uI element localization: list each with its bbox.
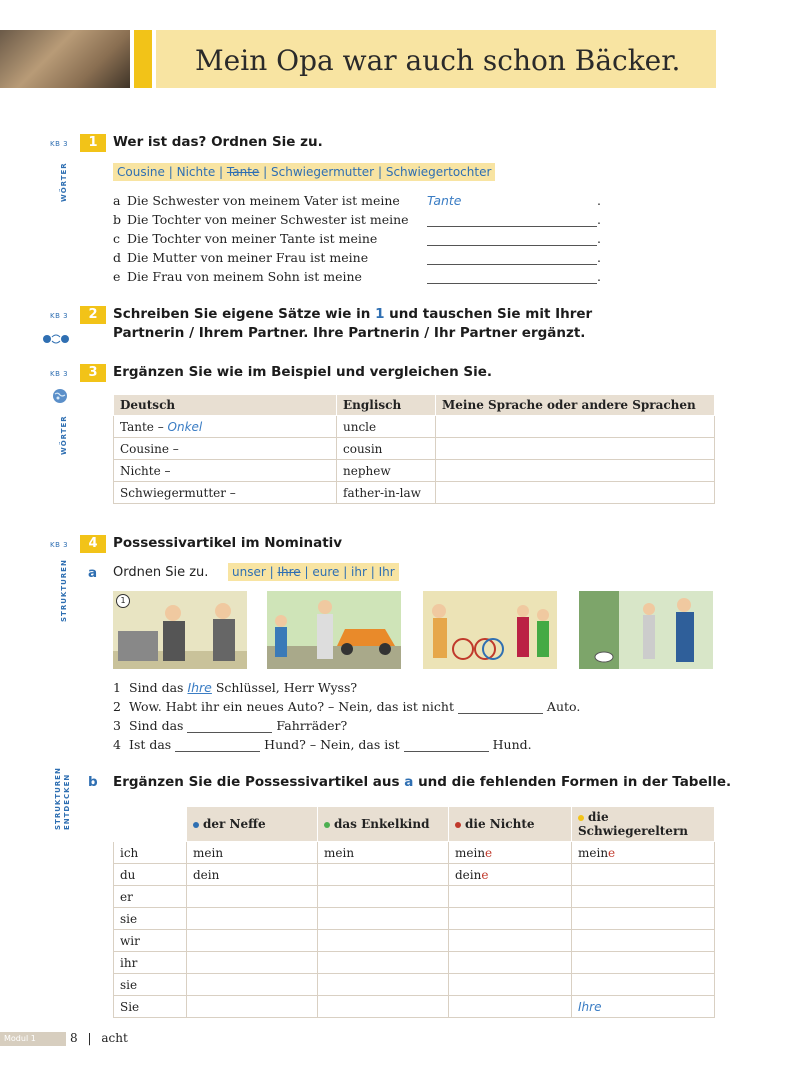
answer-blank[interactable] xyxy=(175,737,260,752)
separator: | xyxy=(87,1031,92,1045)
side-label: ENTDECKEN xyxy=(63,773,71,830)
word-box: unser | Ihre | eure | ihr | Ihr xyxy=(228,563,399,581)
table-header-row xyxy=(114,807,715,842)
table-cell-empty[interactable] xyxy=(436,460,715,482)
word: Schwiegermutter xyxy=(271,165,375,179)
subtask-letter: a xyxy=(88,565,98,581)
item-letter: c xyxy=(113,231,121,246)
word: Schwiegertochter xyxy=(385,165,492,179)
page-number-word: acht xyxy=(101,1031,128,1045)
table-row xyxy=(114,864,715,886)
item-text: Auto. xyxy=(542,699,581,714)
table-cell xyxy=(572,842,715,864)
cell-stem: dein xyxy=(455,867,482,882)
word: eure xyxy=(312,565,340,579)
table-cell: father-in-law xyxy=(337,482,436,504)
item-text: Die Tochter von meiner Schwester ist meine xyxy=(127,212,409,227)
pronoun-cell: du xyxy=(114,864,187,886)
subtask-instruction xyxy=(113,774,731,790)
module-tab: Modul 1 xyxy=(0,1032,66,1046)
side-label: WÖRTER xyxy=(60,415,68,455)
separator: | xyxy=(263,165,268,179)
item-text: Fahrräder? xyxy=(272,718,348,733)
pronoun-cell: ihr xyxy=(114,952,187,974)
item-number: 4 xyxy=(113,737,121,752)
word-box xyxy=(113,163,495,181)
table-cell-empty[interactable] xyxy=(572,886,715,908)
punctuation: . xyxy=(597,193,601,208)
table-cell-empty[interactable] xyxy=(318,952,449,974)
exercise-ref: a xyxy=(404,774,414,790)
item-number: 2 xyxy=(113,699,121,714)
punctuation: . xyxy=(597,231,601,246)
pronoun-cell: er xyxy=(114,886,187,908)
answer-blank[interactable] xyxy=(427,212,597,227)
handwritten-answer: Ihre xyxy=(578,999,602,1014)
table-row xyxy=(114,952,715,974)
table-cell: Nichte – xyxy=(114,460,337,482)
list-item xyxy=(113,269,601,284)
table-cell-empty[interactable] xyxy=(187,886,318,908)
separator: | xyxy=(168,165,173,179)
exercise-title xyxy=(113,306,592,322)
side-label: STRUKTUREN xyxy=(60,559,68,622)
header-label: die Nichte xyxy=(465,817,535,831)
item-text: Ist das xyxy=(129,737,176,752)
table-cell xyxy=(449,842,572,864)
table-cell-empty[interactable] xyxy=(572,908,715,930)
word: Ihr xyxy=(378,565,395,579)
word: ihr xyxy=(351,565,367,579)
table-cell-empty[interactable] xyxy=(449,952,572,974)
list-item xyxy=(113,680,357,695)
instruction-part: Ergänzen Sie die Possessivartikel aus xyxy=(113,774,405,790)
cell-ending: e xyxy=(608,845,616,860)
item-text: Schlüssel, Herr Wyss? xyxy=(211,680,358,695)
pronoun-cell: sie xyxy=(114,974,187,996)
table-row xyxy=(114,460,715,482)
word-struck: Ihre xyxy=(277,565,301,579)
illustration-keys xyxy=(113,591,247,669)
header-label: der Neffe xyxy=(203,817,266,831)
table-cell-empty[interactable] xyxy=(436,482,715,504)
header-label: das Enkelkind xyxy=(334,817,430,831)
item-text: Die Frau von meinem Sohn ist meine xyxy=(127,269,362,284)
exercise-title-line2: Partnerin / Ihrem Partner. Ihre Partnerin / Ihr Partner ergänzt. xyxy=(113,325,586,341)
item-text: Die Tochter von meiner Tante ist meine xyxy=(127,231,378,246)
table-cell xyxy=(572,996,715,1018)
table-cell-empty[interactable] xyxy=(318,886,449,908)
list-item xyxy=(113,718,347,733)
table-cell: Cousine – xyxy=(114,438,337,460)
side-label: WÖRTER xyxy=(60,162,68,202)
table-row xyxy=(114,842,715,864)
item-text: Hund. xyxy=(488,737,532,752)
table-cell-empty[interactable] xyxy=(449,996,572,1018)
item-text: Die Schwester von meinem Vater ist meine xyxy=(127,193,400,208)
masculine-dot xyxy=(193,822,199,828)
answer-blank[interactable] xyxy=(427,269,597,284)
table-cell: Schwiegermutter – xyxy=(114,482,337,504)
answer-blank[interactable] xyxy=(427,250,597,265)
neuter-dot xyxy=(324,822,330,828)
word: Cousine xyxy=(117,165,165,179)
illustration-bicycles xyxy=(423,591,557,669)
table-cell: nephew xyxy=(337,460,436,482)
pronoun-cell: wir xyxy=(114,930,187,952)
column-header: Deutsch xyxy=(114,395,337,416)
item-letter: e xyxy=(113,269,121,284)
word: Nichte xyxy=(176,165,216,179)
table-row xyxy=(114,974,715,996)
table-row xyxy=(114,482,715,504)
answer-blank[interactable] xyxy=(458,699,543,714)
item-text: Die Mutter von meiner Frau ist meine xyxy=(127,250,369,265)
item-text: Hund? – Nein, das ist xyxy=(260,737,404,752)
table-cell-empty[interactable] xyxy=(436,416,715,438)
table-cell-empty[interactable] xyxy=(187,952,318,974)
corner-cell xyxy=(114,807,187,842)
separator: | xyxy=(219,165,224,179)
exercise-ref: 1 xyxy=(375,306,385,322)
table-header-row xyxy=(114,395,715,416)
pronoun-cell: ich xyxy=(114,842,187,864)
item-number: 1 xyxy=(113,680,121,695)
table-cell-empty[interactable] xyxy=(187,974,318,996)
table-row xyxy=(114,930,715,952)
table-cell: mein xyxy=(187,842,318,864)
cell-ending: e xyxy=(485,845,493,860)
cell-stem: mein xyxy=(578,845,609,860)
column-header xyxy=(572,807,715,842)
title-part: Schreiben Sie eigene Sätze wie in xyxy=(113,306,376,322)
item-letter: b xyxy=(113,212,122,227)
table-cell-empty[interactable] xyxy=(187,908,318,930)
table-cell-empty[interactable] xyxy=(449,908,572,930)
word-struck: Tante xyxy=(226,165,260,179)
table-row xyxy=(114,996,715,1018)
page-number-digit: 8 xyxy=(70,1031,78,1045)
subtask-instruction: Ordnen Sie zu. xyxy=(113,565,209,580)
exercise-number: 1 xyxy=(80,134,106,152)
list-item xyxy=(113,699,580,714)
title-part: und tauschen Sie mit Ihrer xyxy=(384,306,593,322)
possessive-table xyxy=(113,806,715,1018)
picture-number: 1 xyxy=(116,594,130,608)
kb-reference: KB 3 xyxy=(50,312,69,320)
word: unser xyxy=(232,565,266,579)
header-photo xyxy=(0,30,130,88)
table-row xyxy=(114,438,715,460)
handwritten-answer: Tante xyxy=(427,193,462,208)
table-row xyxy=(114,416,715,438)
separator: | xyxy=(377,165,382,179)
illustration-car xyxy=(267,591,401,669)
cell-ending: e xyxy=(481,867,489,882)
item-letter: d xyxy=(113,250,122,265)
table-cell-empty[interactable] xyxy=(449,974,572,996)
header-label: die Schwiegereltern xyxy=(578,810,688,838)
table-cell: cousin xyxy=(337,438,436,460)
plural-dot xyxy=(578,815,584,821)
feminine-dot xyxy=(455,822,461,828)
column-header xyxy=(449,807,572,842)
instruction-part: und die fehlenden Formen in der Tabelle. xyxy=(413,774,732,790)
list-item xyxy=(113,231,601,246)
illustration-dog xyxy=(579,591,713,669)
item-number: 3 xyxy=(113,718,121,733)
exercise-title: Wer ist das? Ordnen Sie zu. xyxy=(113,134,323,150)
table-cell xyxy=(449,864,572,886)
table-cell-empty[interactable] xyxy=(187,930,318,952)
table-cell-empty[interactable] xyxy=(318,930,449,952)
table-cell-empty[interactable] xyxy=(318,974,449,996)
table-row xyxy=(114,908,715,930)
table-cell-empty[interactable] xyxy=(318,996,449,1018)
exercise-title: Possessivartikel im Nominativ xyxy=(113,535,343,551)
table-cell: uncle xyxy=(337,416,436,438)
table-cell-empty[interactable] xyxy=(572,974,715,996)
exercise-number: 4 xyxy=(80,535,106,553)
list-item xyxy=(113,250,601,265)
punctuation: . xyxy=(597,212,601,227)
punctuation: . xyxy=(597,269,601,284)
exercise-number: 2 xyxy=(80,306,106,324)
exercise-number: 3 xyxy=(80,364,106,382)
punctuation: . xyxy=(597,250,601,265)
table-cell-empty[interactable] xyxy=(449,930,572,952)
column-header: Englisch xyxy=(337,395,436,416)
table-cell xyxy=(114,416,337,438)
kb-reference: KB 3 xyxy=(50,140,69,148)
exercise-title: Ergänzen Sie wie im Beispiel und vergleichen Sie. xyxy=(113,364,493,380)
pronoun-cell: sie xyxy=(114,908,187,930)
column-header xyxy=(318,807,449,842)
cell-text: Tante – xyxy=(120,419,164,434)
list-item xyxy=(113,193,601,208)
partner-icon xyxy=(42,330,70,342)
table-cell-empty[interactable] xyxy=(436,438,715,460)
vocabulary-table xyxy=(113,394,715,504)
table-cell-empty[interactable] xyxy=(572,930,715,952)
table-cell-empty[interactable] xyxy=(318,908,449,930)
list-item xyxy=(113,212,601,227)
answer-blank[interactable] xyxy=(404,737,489,752)
globe-icon xyxy=(52,388,68,404)
answer-blank[interactable] xyxy=(187,718,272,733)
table-cell-empty[interactable] xyxy=(572,864,715,886)
item-text: Wow. Habt ihr ein neues Auto? – Nein, das ist nicht xyxy=(129,699,458,714)
table-cell-empty[interactable] xyxy=(572,952,715,974)
table-cell: dein xyxy=(187,864,318,886)
answer-blank[interactable] xyxy=(427,231,597,246)
table-cell-empty[interactable] xyxy=(318,864,449,886)
column-header: Meine Sprache oder andere Sprachen xyxy=(436,395,715,416)
side-label: STRUKTUREN xyxy=(54,767,62,830)
kb-reference: KB 3 xyxy=(50,541,69,549)
cell-stem: mein xyxy=(455,845,486,860)
handwritten-answer: Onkel xyxy=(167,419,203,434)
subtask-letter: b xyxy=(88,774,98,790)
page-number xyxy=(70,1031,128,1045)
column-header xyxy=(187,807,318,842)
table-cell: mein xyxy=(318,842,449,864)
table-cell-empty[interactable] xyxy=(187,996,318,1018)
item-letter: a xyxy=(113,193,121,208)
header-accent-bar xyxy=(134,30,152,88)
kb-reference: KB 3 xyxy=(50,370,69,378)
pronoun-cell: Sie xyxy=(114,996,187,1018)
item-text: Sind das xyxy=(129,680,188,695)
handwritten-answer: Ihre xyxy=(187,680,212,695)
page-title: Mein Opa war auch schon Bäcker. xyxy=(195,44,681,77)
table-cell-empty[interactable] xyxy=(449,886,572,908)
table-row xyxy=(114,886,715,908)
list-item xyxy=(113,737,532,752)
item-text: Sind das xyxy=(129,718,188,733)
